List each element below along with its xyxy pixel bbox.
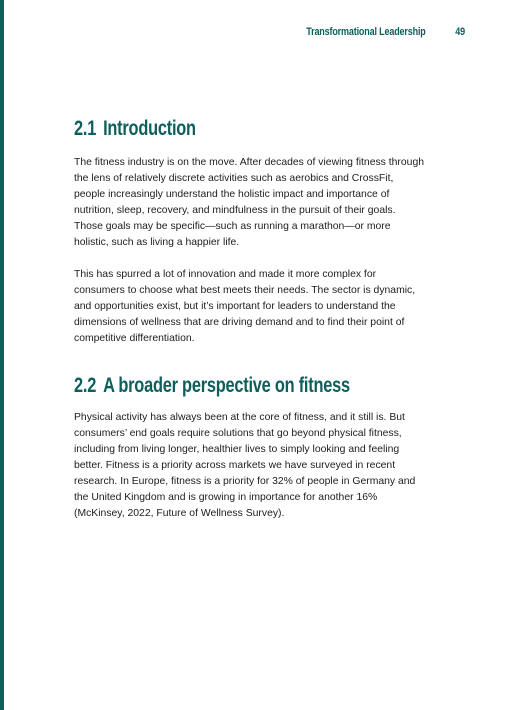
section-title: A broader perspective on fitness <box>103 374 350 397</box>
section-heading-broader-perspective <box>74 373 349 399</box>
running-header-title: Transformational Leadership <box>306 26 426 38</box>
page-edge-stripe <box>0 0 4 710</box>
section-number: 2.2 <box>74 374 97 397</box>
section-title: Introduction <box>103 117 196 140</box>
page-number: 49 <box>455 26 465 38</box>
paragraph: Physical activity has always been at the core of fitness, and it still is. But consumers’ end goals require solutions that go beyond physical fitness, including from living longer, healthier lives to simply looking and feeling better. Fitness is a priority across markets we have surveyed in recent research. In Europe, fitness is a priority for 32% of people in Germany and the United Kingdom and is growing in importance for another 16% (McKinsey, 2022, Future of Wellness Survey). <box>74 412 416 519</box>
paragraph: The fitness industry is on the move. After decades of viewing fitness through the lens of relatively discrete activities such as aerobics and CrossFit, people increasingly understand the holistic impact and importance of nutrition, sleep, recovery, and mindfulness in the pursuit of their goals. Those goals may be specific—such as running a marathon—or more holistic, such as living a happier life. <box>74 157 425 248</box>
paragraph: This has spurred a lot of innovation and made it more complex for consumers to choose what best meets their needs. The sector is dynamic, and opportunities exist, but it’s important for leaders to understand the dimensions of wellness that are driving demand and to find their point of competitive differentiation. <box>74 269 416 344</box>
section-heading-introduction <box>74 116 349 142</box>
running-header <box>289 26 465 42</box>
main-content <box>74 116 426 522</box>
section-number: 2.1 <box>74 117 97 140</box>
